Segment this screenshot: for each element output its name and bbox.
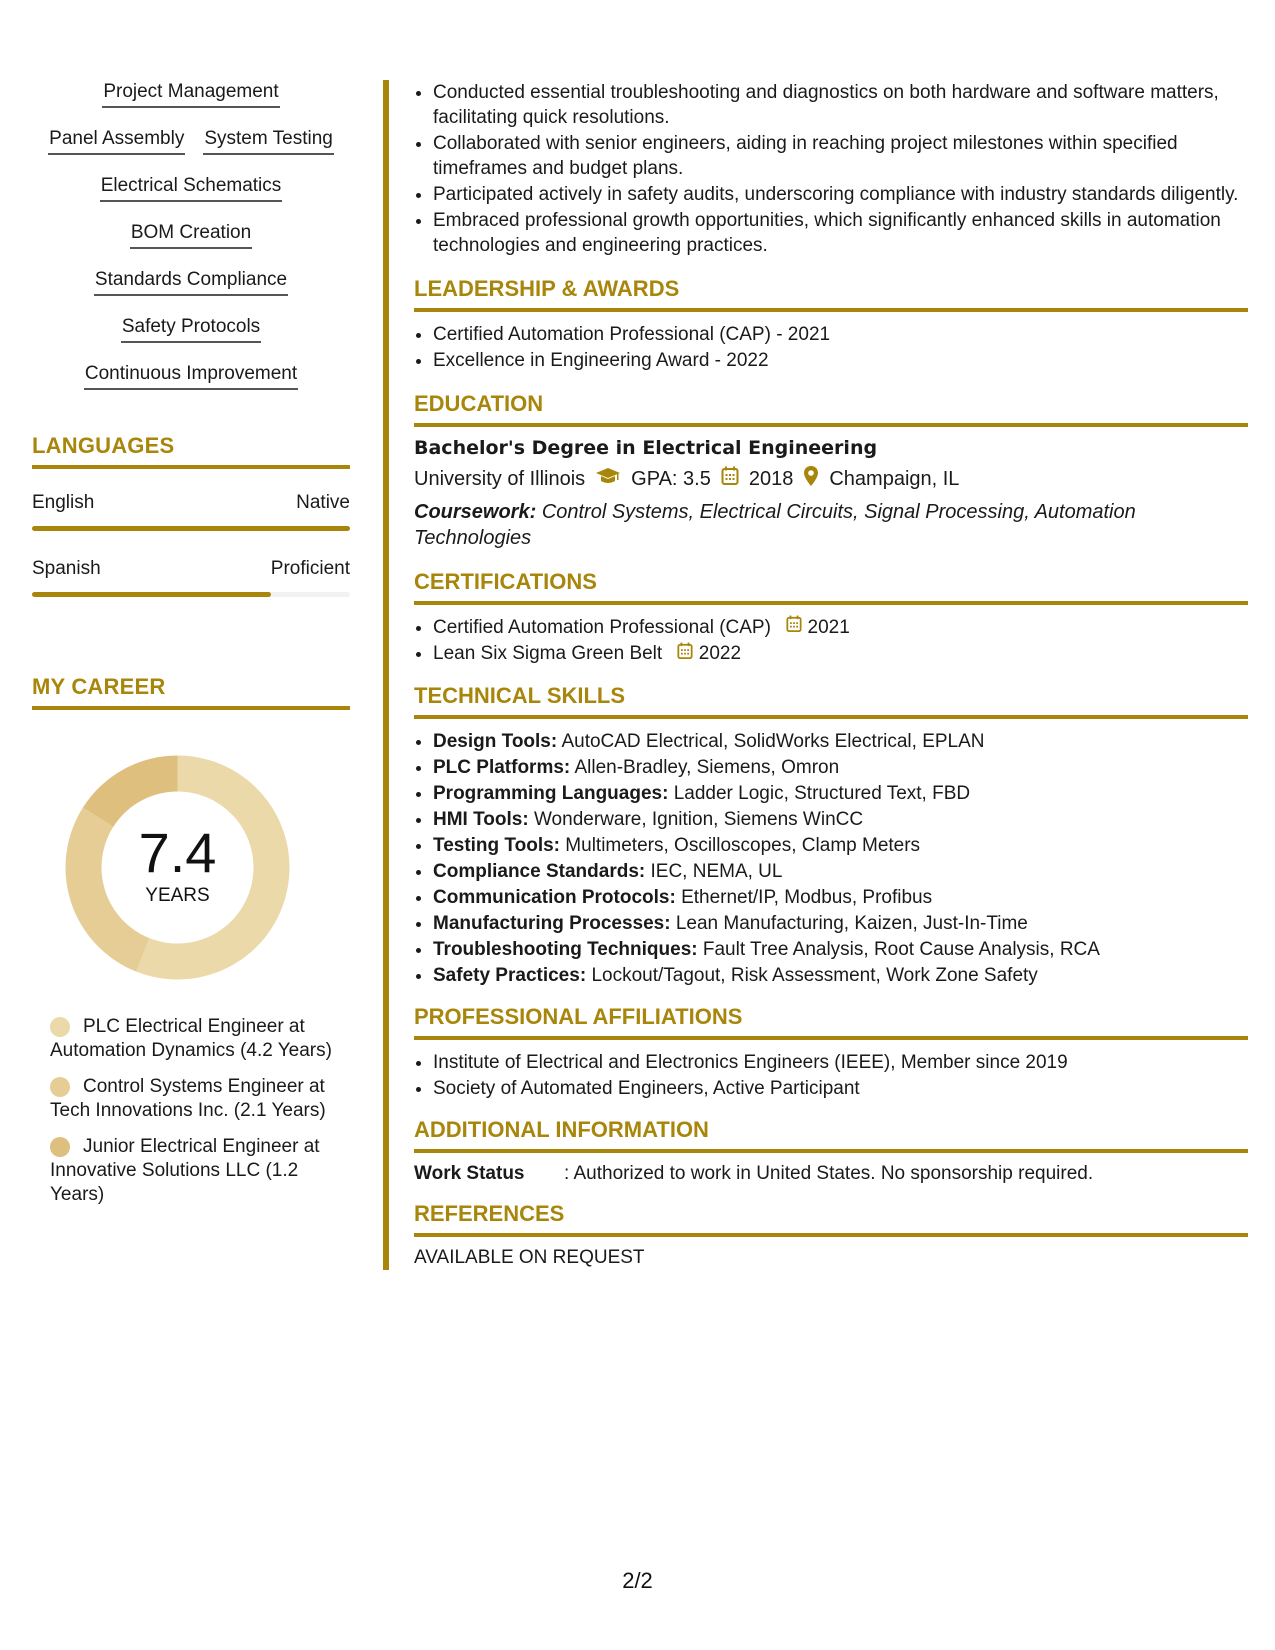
career-legend-dot [50,1017,70,1037]
technical-skill-item [433,963,1248,988]
technical-skill-label: Safety Practices: [433,964,587,986]
right-column [414,80,1248,1269]
work-status-label: Work Status [414,1162,525,1184]
career-item [50,1075,340,1123]
additional-info-title: ADDITIONAL INFORMATION [414,1117,1248,1153]
technical-skill-value: Ethernet/IP, Modbus, Profibus [681,886,933,908]
career-legend-dot [50,1137,70,1157]
skill-tag: Safety Protocols [121,315,261,343]
degree-name: Bachelor's Degree in Electrical Engineering [414,437,878,459]
technical-skill-item [433,859,1248,884]
technical-skill-value: IEC, NEMA, UL [650,860,783,882]
language-item [32,492,350,531]
technical-skill-item [433,807,1248,832]
technical-skill-value: AutoCAD Electrical, SolidWorks Electrical, EPLAN [561,730,985,752]
education-title: EDUCATION [414,391,1248,427]
left-column [32,80,350,1205]
affiliation-item: • Society of Automated Engineers, Active Participant [433,1076,1248,1101]
leadership-list [414,322,1248,373]
experience-bullet: • Embraced professional growth opportunities, which significantly enhanced skills in automation technologies and engineering practices. [433,208,1248,258]
technical-skill-value: Allen-Bradley, Siemens, Omron [574,756,840,778]
languages-section [32,433,350,469]
technical-skill-label: PLC Platforms: [433,756,571,778]
certifications-list [414,615,1248,667]
career-total: 7.4 [138,821,217,884]
technical-skill-label: HMI Tools: [433,808,529,830]
graduation-year: 2018 [748,467,794,490]
skill-row [32,80,350,108]
affiliations-list [414,1050,1248,1101]
technical-skill-value: Ladder Logic, Structured Text, FBD [673,782,971,804]
certification-name: Lean Six Sigma Green Belt [433,643,663,665]
language-level: Proficient [270,558,350,579]
career-item [50,1015,340,1063]
career-donut-chart [65,755,290,980]
skill-row [32,362,350,390]
technical-skill-label: Design Tools: [433,730,558,752]
skill-row [32,174,350,202]
skill-tag: BOM Creation [130,221,252,249]
skill-row [32,315,350,343]
technical-skill-label: Troubleshooting Techniques: [433,938,698,960]
skill-tag: Electrical Schematics [100,174,283,202]
coursework [414,499,1248,551]
certification-name: Certified Automation Professional (CAP) [433,617,771,638]
graduation-cap-icon [595,467,621,491]
technical-skills-list [414,729,1248,988]
skill-tag: Standards Compliance [94,268,288,296]
career-item-text: Junior Electrical Engineer at Innovative Solutions LLC (1.2 Years) [50,1136,320,1205]
technical-skill-value: Fault Tree Analysis, Root Cause Analysis, RCA [702,938,1100,960]
coursework-label: Coursework: [414,501,537,523]
technical-skill-item [433,833,1248,858]
career-item [50,1135,340,1207]
career-title: MY CAREER [32,674,350,710]
skill-tag: Continuous Improvement [84,362,298,390]
skill-row [32,127,350,155]
language-bar [32,592,350,597]
technical-skill-value: Multimeters, Oscilloscopes, Clamp Meters [565,834,921,856]
affiliations-title: PROFESSIONAL AFFILIATIONS [414,1004,1248,1040]
work-status-row [414,1163,1248,1185]
experience-bullets [414,80,1248,258]
language-bar [32,526,350,531]
experience-bullet: • Participated actively in safety audits, underscoring compliance with industry standards diligently. [433,182,1248,207]
technical-skill-label: Programming Languages: [433,782,669,804]
leadership-item: • Excellence in Engineering Award - 2022 [433,348,1248,373]
education-details [414,465,1248,493]
technical-skill-label: Communication Protocols: [433,886,676,908]
calendar-icon [677,642,693,667]
technical-skill-label: Testing Tools: [433,834,561,856]
language-item [32,558,350,597]
gpa: GPA: 3.5 [631,467,711,490]
donut-slice [83,756,178,827]
technical-skill-item [433,937,1248,962]
page-number: 2/2 [622,1568,653,1593]
experience-bullet: • Collaborated with senior engineers, aiding in reaching project milestones within specified timeframes and budget plans. [433,131,1248,181]
school-name: University of Illinois [414,467,586,490]
language-name: English [32,492,95,513]
skill-tag: Panel Assembly [48,127,185,155]
technical-skill-item [433,755,1248,780]
references-text: AVAILABLE ON REQUEST [414,1246,645,1268]
skill-row [32,221,350,249]
affiliation-item: • Institute of Electrical and Electronics Engineers (IEEE), Member since 2019 [433,1050,1248,1075]
technical-skill-value: Wonderware, Ignition, Siemens WinCC [533,808,864,830]
experience-bullet: • Conducted essential troubleshooting and diagnostics on both hardware and software matters, facilitating quick resolutions. [433,80,1248,130]
language-level: Native [296,492,350,513]
career-unit: YEARS [145,885,210,906]
calendar-icon [786,615,802,640]
technical-skill-item [433,781,1248,806]
skills-list [32,80,350,390]
technical-skills-title: TECHNICAL SKILLS [414,683,1248,719]
skill-tag: Project Management [102,80,279,108]
technical-skill-value: Lean Manufacturing, Kaizen, Just-In-Time [675,912,1028,934]
career-list [50,1015,340,1219]
certification-item [433,641,1248,666]
skill-tag: System Testing [203,127,333,155]
certification-year: 2022 [698,643,742,665]
work-status-value: : Authorized to work in United States. No sponsorship required. [564,1162,1094,1184]
references-title: REFERENCES [414,1201,1248,1237]
technical-skill-label: Compliance Standards: [433,860,646,882]
career-section [32,674,350,710]
skill-row [32,268,350,296]
column-divider [383,80,389,1270]
technical-skill-item [433,729,1248,754]
location-pin-icon [803,465,819,493]
technical-skill-item [433,911,1248,936]
career-item-text: Control Systems Engineer at Tech Innovations Inc. (2.1 Years) [50,1076,326,1121]
language-bar-fill [32,526,350,531]
leadership-item: • Certified Automation Professional (CAP) - 2021 [433,322,1248,347]
technical-skill-item [433,885,1248,910]
language-name: Spanish [32,558,101,579]
education-location: Champaign, IL [829,467,960,490]
certifications-title: CERTIFICATIONS [414,569,1248,605]
career-legend-dot [50,1077,70,1097]
career-item-text: PLC Electrical Engineer at Automation Dynamics (4.2 Years) [50,1016,332,1061]
certification-item [433,615,1248,640]
technical-skill-value: Lockout/Tagout, Risk Assessment, Work Zone Safety [591,964,1038,986]
languages-title: LANGUAGES [32,433,350,469]
calendar-icon [721,466,739,492]
certification-year: 2021 [807,617,850,638]
technical-skill-label: Manufacturing Processes: [433,912,671,934]
language-bar-fill [32,592,271,597]
leadership-title: LEADERSHIP & AWARDS [414,276,1248,312]
coursework-text: Control Systems, Electrical Circuits, Signal Processing, Automation Technologies [414,501,1136,549]
